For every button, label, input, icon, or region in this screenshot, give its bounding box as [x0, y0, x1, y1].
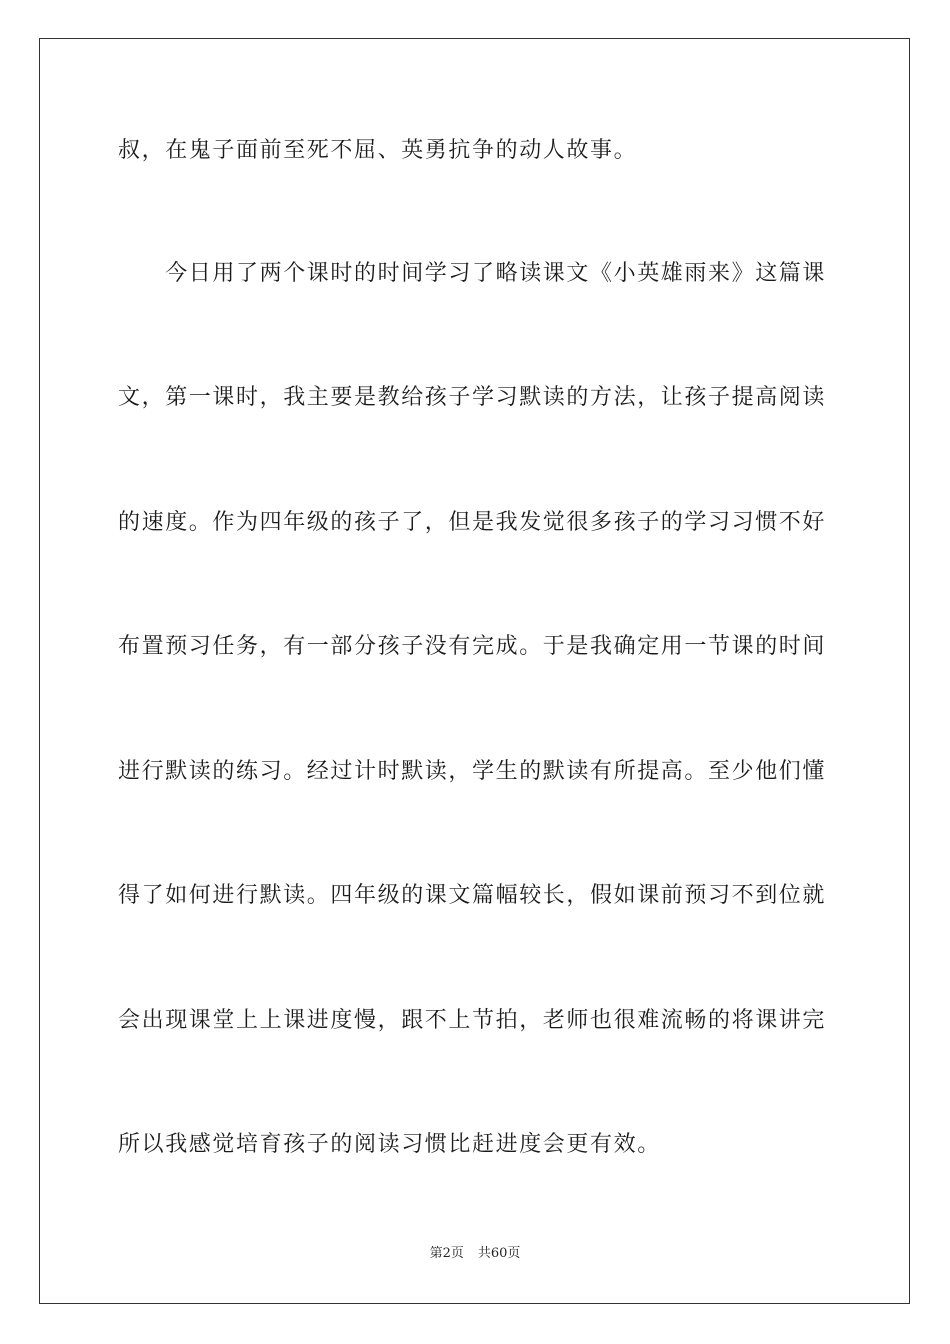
page-total: 共60页: [477, 1246, 521, 1261]
page-number: 第2页: [429, 1246, 464, 1261]
text-line: 的速度。作为四年级的孩子了，但是我发觉很多孩子的学习习惯不好: [118, 510, 827, 535]
text-line: 进行默读的练习。经过计时默读，学生的默读有所提高。至少他们懂: [118, 759, 827, 784]
text-line: 叔，在鬼子面前至死不屈、英勇抗争的动人故事。: [118, 138, 638, 163]
text-line: 得了如何进行默读。四年级的课文篇幅较长，假如课前预习不到位就: [118, 883, 827, 908]
text-line: 布置预习任务，有一部分孩子没有完成。于是我确定用一节课的时间: [118, 634, 827, 659]
text-line: 今日用了两个课时的时间学习了略读课文《小英雄雨来》这篇课: [118, 261, 827, 286]
page-border: [39, 38, 910, 1304]
page-footer: [0, 1245, 950, 1263]
text-line: 所以我感觉培育孩子的阅读习惯比赶进度会更有效。: [118, 1132, 661, 1157]
text-line: 文，第一课时，我主要是教给孩子学习默读的方法，让孩子提高阅读: [118, 385, 827, 410]
text-line: 会出现课堂上上课进度慢，跟不上节拍，老师也很难流畅的将课讲完: [118, 1008, 827, 1033]
